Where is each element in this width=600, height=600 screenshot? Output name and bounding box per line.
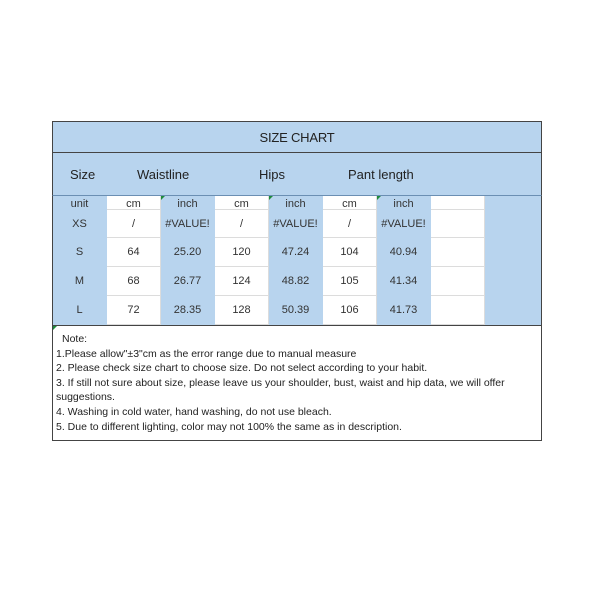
table-cell: 41.34 bbox=[377, 267, 431, 296]
note-item-4: 4. Washing in cold water, hand washing, do not use bleach. bbox=[56, 405, 332, 418]
header-waistline: Waistline bbox=[137, 167, 190, 182]
unit-cell-8 bbox=[485, 196, 541, 210]
note-item-1: 1.Please allow"±3"cm as the error range due to manual measure bbox=[56, 347, 357, 360]
table-cell: M bbox=[53, 267, 107, 296]
note-item-2: 2. Please check size chart to choose size. Do not select according to your habit. bbox=[56, 362, 428, 375]
table-cell: 120 bbox=[215, 238, 269, 267]
note-item-3: 3. If still not sure about size, please leave us your shoulder, bust, waist and hip data, we will offer suggestions. bbox=[56, 376, 505, 404]
notes-heading: Note: bbox=[62, 333, 88, 345]
table-cell bbox=[431, 296, 485, 325]
table-cell: #VALUE! bbox=[269, 210, 323, 238]
unit-cell-5: cm bbox=[323, 196, 377, 210]
table-cell: 72 bbox=[107, 296, 161, 325]
table-cell: 26.77 bbox=[161, 267, 215, 296]
table-cell bbox=[431, 210, 485, 238]
table-cell: / bbox=[107, 210, 161, 238]
table-cell: #VALUE! bbox=[377, 210, 431, 238]
table-cell: 50.39 bbox=[269, 296, 323, 325]
size-chart-sheet bbox=[52, 121, 542, 441]
unit-cell-6: inch bbox=[377, 196, 431, 210]
note-item-5: 5. Due to different lighting, color may not 100% the same as in description. bbox=[56, 420, 402, 433]
column-header-row bbox=[52, 153, 542, 196]
table-cell: 68 bbox=[107, 267, 161, 296]
unit-cell-2: inch bbox=[161, 196, 215, 210]
table-cell: 105 bbox=[323, 267, 377, 296]
header-pant-length: Pant length bbox=[348, 167, 414, 182]
table-cell: 128 bbox=[215, 296, 269, 325]
header-size: Size bbox=[70, 167, 96, 182]
table-cell: / bbox=[215, 210, 269, 238]
unit-cell-0: unit bbox=[53, 196, 107, 210]
table-cell bbox=[485, 296, 541, 325]
table-cell: 47.24 bbox=[269, 238, 323, 267]
unit-cell-3: cm bbox=[215, 196, 269, 210]
table-cell bbox=[485, 210, 541, 238]
table-cell: 64 bbox=[107, 238, 161, 267]
table-cell: / bbox=[323, 210, 377, 238]
unit-cell-7 bbox=[431, 196, 485, 210]
table-cell: #VALUE! bbox=[161, 210, 215, 238]
table-cell bbox=[431, 267, 485, 296]
table-cell: 106 bbox=[323, 296, 377, 325]
table-cell: 41.73 bbox=[377, 296, 431, 325]
table-cell: L bbox=[53, 296, 107, 325]
header-hips: Hips bbox=[259, 167, 286, 182]
table-cell bbox=[485, 267, 541, 296]
table-cell: 40.94 bbox=[377, 238, 431, 267]
table-cell: 104 bbox=[323, 238, 377, 267]
unit-cell-1: cm bbox=[107, 196, 161, 210]
table-cell: S bbox=[53, 238, 107, 267]
table-cell: 25.20 bbox=[161, 238, 215, 267]
table-cell bbox=[431, 238, 485, 267]
table-cell bbox=[485, 238, 541, 267]
notes-box bbox=[52, 325, 542, 441]
size-chart-title: SIZE CHART bbox=[52, 121, 542, 153]
unit-cell-4: inch bbox=[269, 196, 323, 210]
table-cell: 124 bbox=[215, 267, 269, 296]
size-table bbox=[52, 196, 542, 325]
table-cell: 28.35 bbox=[161, 296, 215, 325]
table-cell: XS bbox=[53, 210, 107, 238]
table-cell: 48.82 bbox=[269, 267, 323, 296]
